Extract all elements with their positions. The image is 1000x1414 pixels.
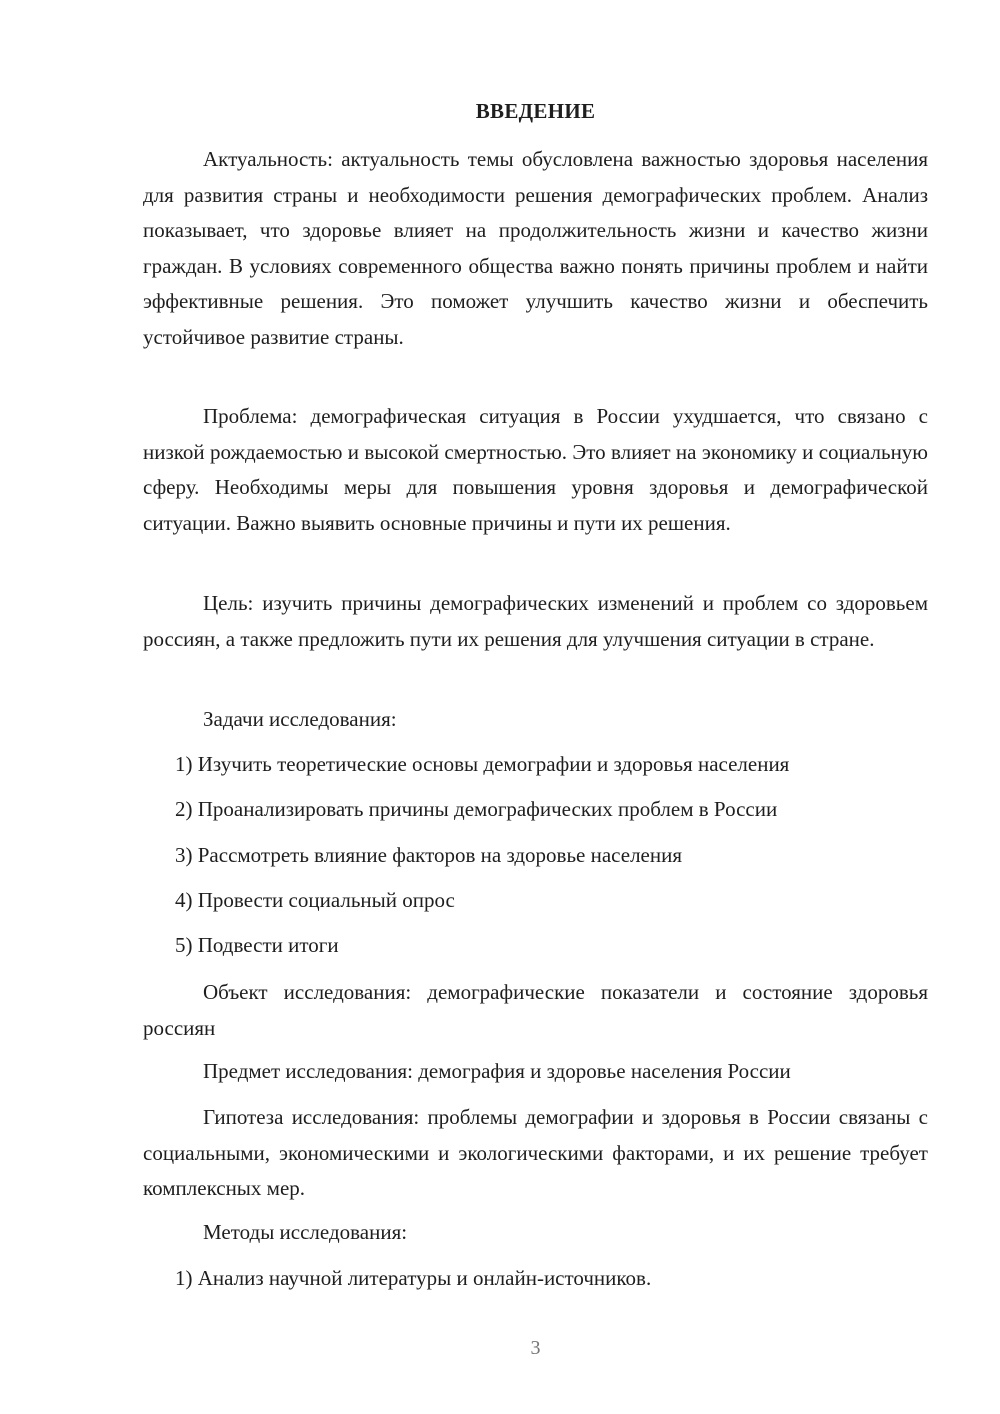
document-page — [143, 0, 928, 1414]
task-item: 4) Провести социальный опрос — [175, 888, 455, 912]
task-item: 1) Изучить теоретические основы демографии и здоровья населения — [175, 752, 790, 776]
tasks-title: Задачи исследования: — [203, 707, 397, 731]
method-item: 1) Анализ научной литературы и онлайн-источников. — [175, 1266, 652, 1290]
relevance-paragraph: Актуальность: актуальность темы обусловлена важностью здоровья населения для развития страны и необходимости решения демографических проблем. Анализ показывает, что здоровье влияет на продолжительность жизни и качество жизни граждан. В условиях современного общества важно понять причины проблем и найти эффективные решения. Это поможет улучшить качество жизни и обеспечить устойчивое развитие страны. — [143, 147, 928, 349]
task-item: 2) Проанализировать причины демографических проблем в России — [175, 797, 778, 821]
subject-paragraph: Предмет исследования: демография и здоровье населения России — [203, 1059, 791, 1083]
problem-paragraph: Проблема: демографическая ситуация в России ухудшается, что связано с низкой рождаемостью и высокой смертностью. Это влияет на экономику и социальную сферу. Необходимы меры для повышения уровня здоровья и демографической ситуации. Важно выявить основные причины и пути их решения. — [143, 404, 928, 535]
section-heading: ВВЕДЕНИЕ — [475, 99, 596, 123]
task-item: 5) Подвести итоги — [175, 933, 339, 957]
hypothesis-paragraph: Гипотеза исследования: проблемы демографии и здоровья в России связаны с социальными, экономическими и экологическими факторами, и их решение требует комплексных мер. — [143, 1105, 928, 1200]
page-number: 3 — [530, 1337, 541, 1359]
methods-title: Методы исследования: — [203, 1220, 408, 1244]
object-paragraph: Объект исследования: демографические показатели и состояние здоровья россиян — [143, 980, 928, 1040]
goal-paragraph: Цель: изучить причины демографических изменений и проблем со здоровьем россиян, а также предложить пути их решения для улучшения ситуации в стране. — [143, 591, 928, 651]
task-item: 3) Рассмотреть влияние факторов на здоровье населения — [175, 843, 683, 867]
